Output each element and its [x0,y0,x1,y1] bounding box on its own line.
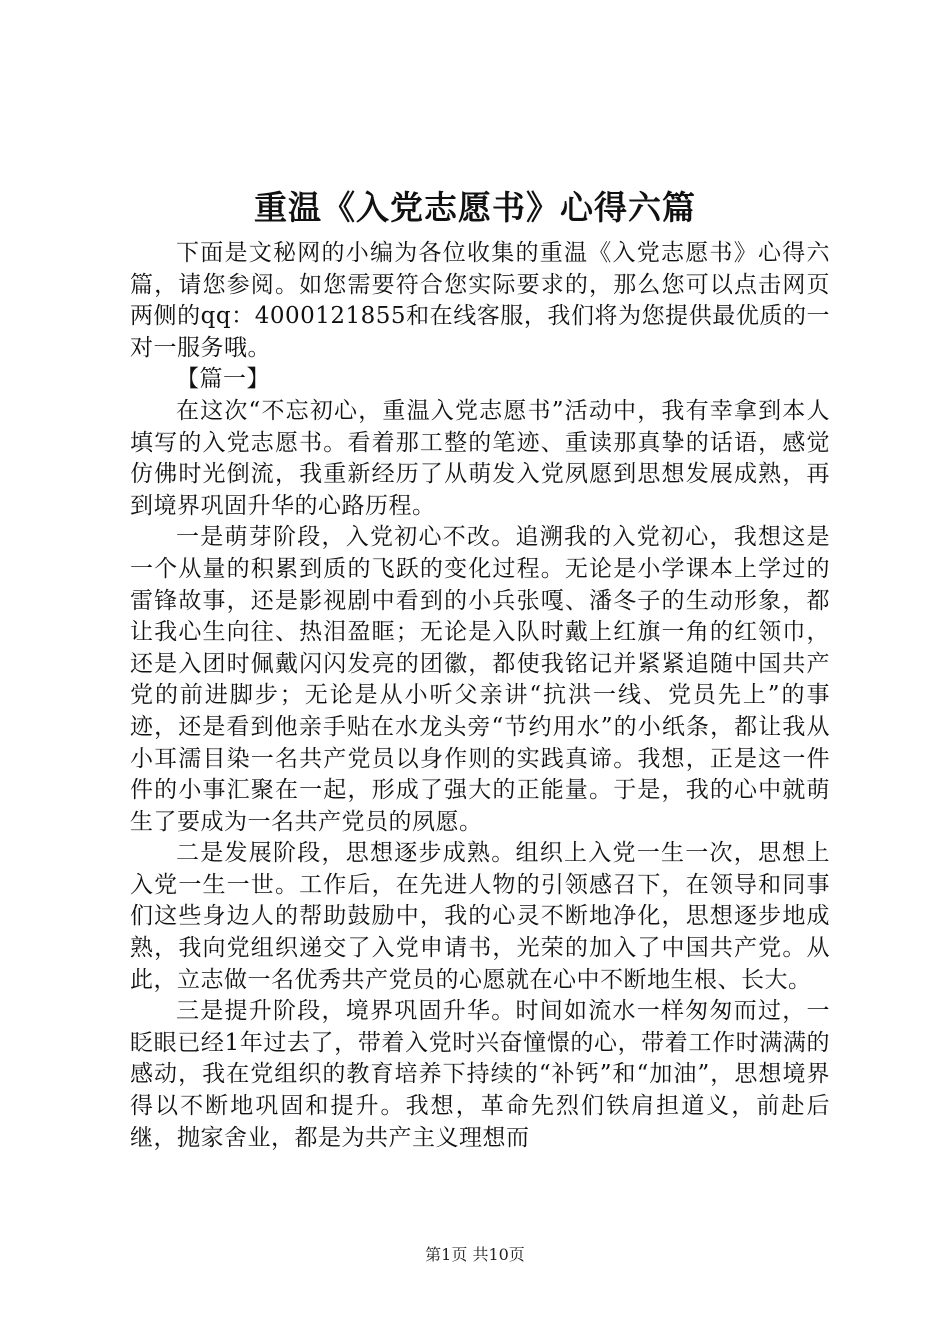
intro-paragraph: 下面是文秘网的小编为各位收集的重温《入党志愿书》心得六篇，请您参阅。如您需要符合您实际要求的，那么您可以点击网页两侧的qq：4000121855和在线客服，我们将为您提供最优质的一对一服务哦。 [130,240,830,361]
page-footer: 第1页 共10页 [425,1245,525,1264]
document-body [130,238,830,1154]
body-paragraph: 一是萌芽阶段，入党初心不改。追溯我的入党初心，我想这是一个从量的积累到质的飞跃的变化过程。无论是小学课本上学过的雷锋故事，还是影视剧中看到的小兵张嘎、潘冬子的生动形象，都让我心生向往、热泪盈眶；无论是入队时戴上红旗一角的红领巾，还是入团时佩戴闪闪发亮的团徽，都使我铭记并紧紧追随中国共产党的前进脚步；无论是从小听父亲讲“抗洪一线、党员先上”的事迹，还是看到他亲手贴在水龙头旁“节约用水”的小纸条，都让我从小耳濡目染一名共产党员以身作则的实践真谛。我想，正是这一件件的小事汇聚在一起，形成了强大的正能量。于是，我的心中就萌生了要成为一名共产党员的夙愿。 [130,524,830,835]
body-paragraph: 二是发展阶段，思想逐步成熟。组织上入党一生一次，思想上入党一生一世。工作后，在先进人物的引领感召下，在领导和同事们这些身边人的帮助鼓励中，我的心灵不断地净化，思想逐步地成熟，我向党组织递交了入党申请书，光荣的加入了中国共产党。从此，立志做一名优秀共产党员的心愿就在心中不断地生根、长大。 [130,840,830,993]
body-paragraph: 在这次“不忘初心，重温入党志愿书”活动中，我有幸拿到本人填写的入党志愿书。看着那工整的笔迹、重读那真挚的话语，感觉仿佛时光倒流，我重新经历了从萌发入党夙愿到思想发展成熟，再到境界巩固升华的心路历程。 [130,397,830,519]
body-paragraph: 三是提升阶段，境界巩固升华。时间如流水一样匆匆而过，一眨眼已经1年过去了，带着入党时兴奋憧憬的心，带着工作时满满的感动，我在党组织的教育培养下持续的“补钙”和“加油”，思想境界得以不断地巩固和提升。我想，革命先烈们铁肩担道义，前赴后继，抛家舍业，都是为共产主义理想而 [130,998,830,1151]
document-title: 重温《入党志愿书》心得六篇 [254,188,696,227]
section-heading: 【篇一】 [176,366,270,393]
